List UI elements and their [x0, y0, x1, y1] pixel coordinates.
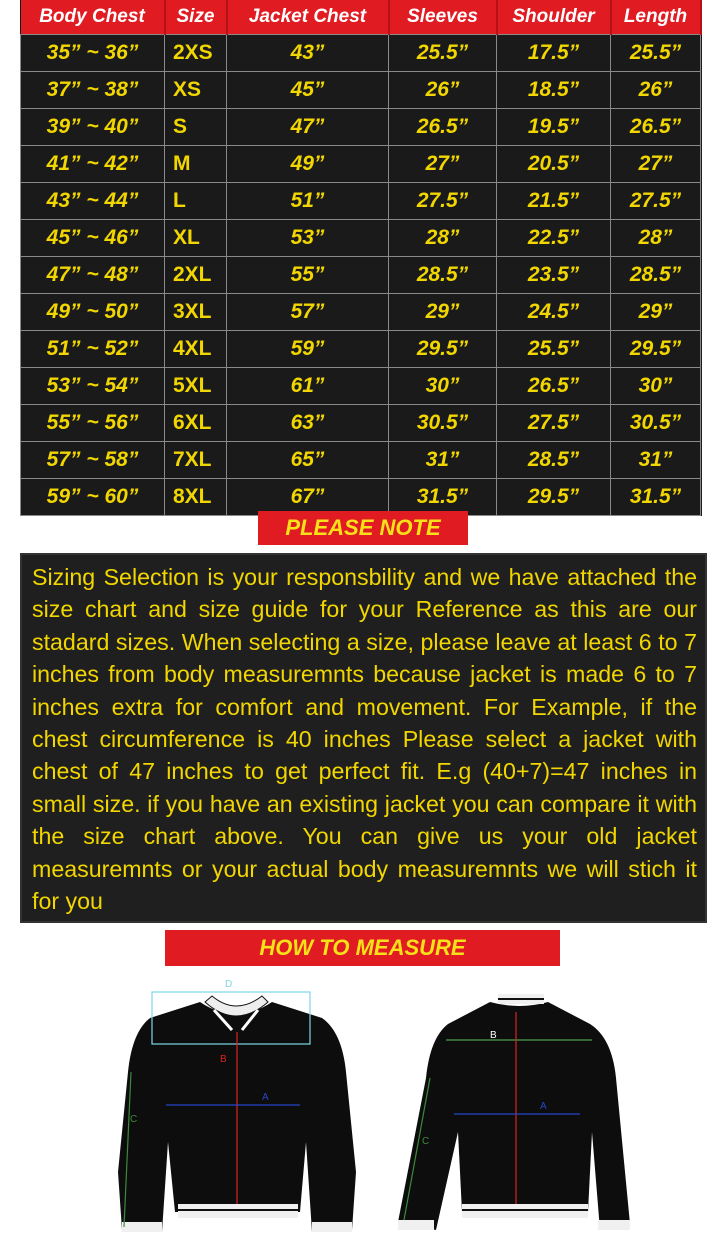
- cell-jacket-chest: 67”: [227, 479, 389, 516]
- cell-shoulder: 19.5”: [497, 109, 611, 146]
- cell-size: S: [165, 109, 227, 146]
- cell-sleeves: 29.5”: [389, 331, 497, 368]
- cell-length: 28.5”: [611, 257, 701, 294]
- cell-shoulder: 22.5”: [497, 220, 611, 257]
- cell-jacket-chest: 61”: [227, 368, 389, 405]
- cell-body-chest: 35” ~ 36”: [21, 35, 165, 72]
- cell-jacket-chest: 53”: [227, 220, 389, 257]
- cell-jacket-chest: 49”: [227, 146, 389, 183]
- table-row: [21, 109, 701, 146]
- cell-shoulder: 29.5”: [497, 479, 611, 516]
- jacket-diagrams: [0, 972, 720, 1259]
- how-to-measure-illustration: [0, 972, 720, 1259]
- cell-body-chest: 41” ~ 42”: [21, 146, 165, 183]
- cell-body-chest: 55” ~ 56”: [21, 405, 165, 442]
- cell-jacket-chest: 51”: [227, 183, 389, 220]
- cell-size: 4XL: [165, 331, 227, 368]
- cell-jacket-chest: 47”: [227, 109, 389, 146]
- cell-size: L: [165, 183, 227, 220]
- table-row: [21, 331, 701, 368]
- table-row: [21, 72, 701, 109]
- cell-sleeves: 27.5”: [389, 183, 497, 220]
- cell-jacket-chest: 45”: [227, 72, 389, 109]
- cell-size: 2XS: [165, 35, 227, 72]
- cell-body-chest: 47” ~ 48”: [21, 257, 165, 294]
- back-label-a: A: [540, 1101, 547, 1112]
- cell-jacket-chest: 65”: [227, 442, 389, 479]
- how-to-measure-banner: HOW TO MEASURE: [165, 930, 560, 966]
- front-jacket: [118, 979, 356, 1232]
- cell-length: 26.5”: [611, 109, 701, 146]
- cell-jacket-chest: 59”: [227, 331, 389, 368]
- table-row: [21, 294, 701, 331]
- back-label-c: C: [422, 1136, 430, 1147]
- cell-body-chest: 57” ~ 58”: [21, 442, 165, 479]
- cell-body-chest: 39” ~ 40”: [21, 109, 165, 146]
- cell-length: 26”: [611, 72, 701, 109]
- please-note-banner: PLEASE NOTE: [258, 511, 468, 545]
- cell-jacket-chest: 63”: [227, 405, 389, 442]
- header-body-chest: Body Chest: [21, 0, 165, 35]
- cell-shoulder: 18.5”: [497, 72, 611, 109]
- cell-body-chest: 37” ~ 38”: [21, 72, 165, 109]
- cell-shoulder: 27.5”: [497, 405, 611, 442]
- table-body: [21, 35, 701, 516]
- cell-body-chest: 43” ~ 44”: [21, 183, 165, 220]
- cell-length: 27.5”: [611, 183, 701, 220]
- size-chart-table: [20, 0, 702, 516]
- cell-shoulder: 26.5”: [497, 368, 611, 405]
- cell-body-chest: 59” ~ 60”: [21, 479, 165, 516]
- table-row: [21, 405, 701, 442]
- cell-size: 3XL: [165, 294, 227, 331]
- cell-sleeves: 27”: [389, 146, 497, 183]
- cell-size: 7XL: [165, 442, 227, 479]
- cell-body-chest: 49” ~ 50”: [21, 294, 165, 331]
- cell-shoulder: 21.5”: [497, 183, 611, 220]
- cell-sleeves: 30”: [389, 368, 497, 405]
- header-shoulder: Shoulder: [497, 0, 611, 35]
- table-row: [21, 257, 701, 294]
- cell-size: XL: [165, 220, 227, 257]
- size-chart: [20, 0, 700, 508]
- cell-jacket-chest: 55”: [227, 257, 389, 294]
- cell-length: 31.5”: [611, 479, 701, 516]
- cell-size: 5XL: [165, 368, 227, 405]
- table-header-row: [21, 0, 701, 35]
- cell-length: 29.5”: [611, 331, 701, 368]
- cell-sleeves: 31”: [389, 442, 497, 479]
- cell-sleeves: 28.5”: [389, 257, 497, 294]
- table-row: [21, 183, 701, 220]
- cell-sleeves: 30.5”: [389, 405, 497, 442]
- cell-shoulder: 23.5”: [497, 257, 611, 294]
- front-label-b: B: [220, 1054, 227, 1065]
- header-size: Size: [165, 0, 227, 35]
- cell-sleeves: 25.5”: [389, 35, 497, 72]
- cell-length: 30”: [611, 368, 701, 405]
- cell-size: XS: [165, 72, 227, 109]
- table-row: [21, 442, 701, 479]
- back-label-b: B: [490, 1030, 497, 1041]
- header-sleeves: Sleeves: [389, 0, 497, 35]
- header-jacket-chest: Jacket Chest: [227, 0, 389, 35]
- cell-length: 30.5”: [611, 405, 701, 442]
- cell-size: 6XL: [165, 405, 227, 442]
- cell-shoulder: 20.5”: [497, 146, 611, 183]
- front-label-c: C: [130, 1114, 138, 1125]
- cell-size: 2XL: [165, 257, 227, 294]
- front-label-d: D: [225, 979, 233, 990]
- cell-sleeves: 31.5”: [389, 479, 497, 516]
- cell-length: 31”: [611, 442, 701, 479]
- table-row: [21, 146, 701, 183]
- table-row: [21, 368, 701, 405]
- cell-length: 27”: [611, 146, 701, 183]
- table-row: [21, 220, 701, 257]
- cell-sleeves: 28”: [389, 220, 497, 257]
- cell-body-chest: 45” ~ 46”: [21, 220, 165, 257]
- cell-jacket-chest: 57”: [227, 294, 389, 331]
- front-label-a: A: [262, 1092, 269, 1103]
- cell-length: 28”: [611, 220, 701, 257]
- cell-jacket-chest: 43”: [227, 35, 389, 72]
- cell-shoulder: 24.5”: [497, 294, 611, 331]
- cell-length: 29”: [611, 294, 701, 331]
- cell-size: 8XL: [165, 479, 227, 516]
- cell-sleeves: 29”: [389, 294, 497, 331]
- cell-sleeves: 26.5”: [389, 109, 497, 146]
- cell-body-chest: 51” ~ 52”: [21, 331, 165, 368]
- cell-shoulder: 28.5”: [497, 442, 611, 479]
- table-row: [21, 479, 701, 516]
- cell-shoulder: 17.5”: [497, 35, 611, 72]
- cell-shoulder: 25.5”: [497, 331, 611, 368]
- cell-length: 25.5”: [611, 35, 701, 72]
- table-row: [21, 35, 701, 72]
- cell-size: M: [165, 146, 227, 183]
- back-jacket: [398, 994, 630, 1230]
- sizing-note: Sizing Selection is your responsbility and we have attached the size chart and size guide for your Reference as this are our stadard sizes. When selecting a size, please leave at least 6 to 7 inches from body measuremnts because jacket is made 6 to 7 inches extra for comfort and movement. For Example, if the chest circumference is 40 inches Please select a jacket with chest of 47 inches to get perfect fit. E.g (40+7)=47 inches in small size. if you have an existing jacket you can compare it with the size chart above. You can give us your old jacket measuremnts or your actual body measuremnts we will stich it for you: [20, 553, 707, 923]
- cell-body-chest: 53” ~ 54”: [21, 368, 165, 405]
- cell-sleeves: 26”: [389, 72, 497, 109]
- header-length: Length: [611, 0, 701, 35]
